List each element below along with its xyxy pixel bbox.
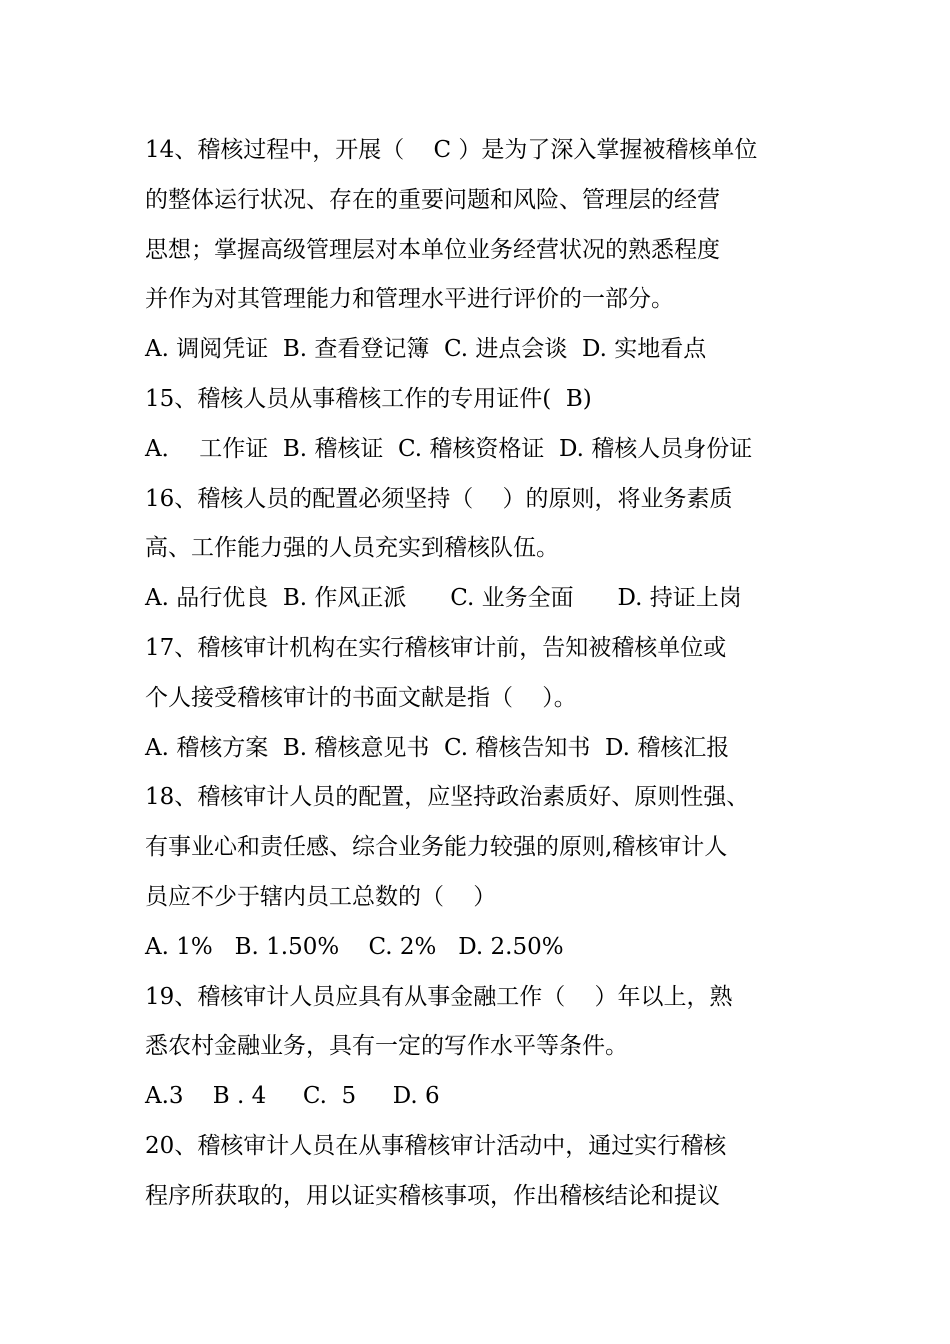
q14-text-line-1: 14、稽核过程中，开展（ C ）是为了深入掌握被稽核单位 — [145, 137, 758, 163]
q16-text-line-2: 高、工作能力强的人员充实到稽核队伍。 — [145, 535, 559, 562]
q18-text-line-3: 员应不少于辖内员工总数的（ ） — [145, 883, 497, 910]
q15-options: A． 工作证 B. 稽核证 C. 稽核资格证 D. 稽核人员身份证 — [145, 435, 753, 462]
q16-options: A. 品行优良 B. 作风正派 C. 业务全面 D. 持证上岗 — [145, 585, 742, 612]
q17-text-line-1: 17、稽核审计机构在实行稽核审计前，告知被稽核单位或 — [145, 634, 727, 661]
q18-text-line-1: 18、稽核审计人员的配置，应坚持政治素质好、原则性强、 — [145, 784, 750, 811]
q14-text-line-4: 并作为对其管理能力和管理水平进行评价的一部分。 — [145, 286, 674, 313]
q17-text-line-2: 个人接受稽核审计的书面文献是指（ ）。 — [145, 684, 577, 711]
q19-options: A.3 B . 4 C. 5 D. 6 — [145, 1083, 440, 1110]
q19-text-line-2: 悉农村金融业务，具有一定的写作水平等条件。 — [145, 1033, 628, 1060]
q20-text-line-1: 20、稽核审计人员在从事稽核审计活动中，通过实行稽核 — [145, 1132, 727, 1159]
q14-text-line-3: 思想；掌握高级管理层对本单位业务经营状况的熟悉程度 — [145, 236, 720, 263]
q16-text-line-1: 16、稽核人员的配置必须坚持（ ）的原则，将业务素质 — [145, 485, 733, 512]
q17-options: A. 稽核方案 B. 稽核意见书 C. 稽核告知书 D. 稽核汇报 — [145, 734, 730, 761]
q18-options: A. 1% B. 1.50% C. 2% D. 2.50% — [145, 933, 564, 960]
question-text-block — [145, 126, 845, 1222]
q15-text-line-1: 15、稽核人员从事稽核工作的专用证件( B) — [145, 385, 592, 412]
q19-text-line-1: 19、稽核审计人员应具有从事金融工作（ ）年以上，熟 — [145, 983, 733, 1010]
q18-text-line-2: 有事业心和责任感、综合业务能力较强的原则,稽核审计人 — [145, 834, 728, 861]
q14-text-line-2: 的整体运行状况、存在的重要问题和风险、管理层的经营 — [145, 186, 720, 213]
q14-options: A. 调阅凭证 B. 查看登记簿 C. 进点会谈 D. 实地看点 — [145, 336, 707, 363]
q20-text-line-2: 程序所获取的，用以证实稽核事项，作出稽核结论和提议 — [145, 1182, 720, 1209]
